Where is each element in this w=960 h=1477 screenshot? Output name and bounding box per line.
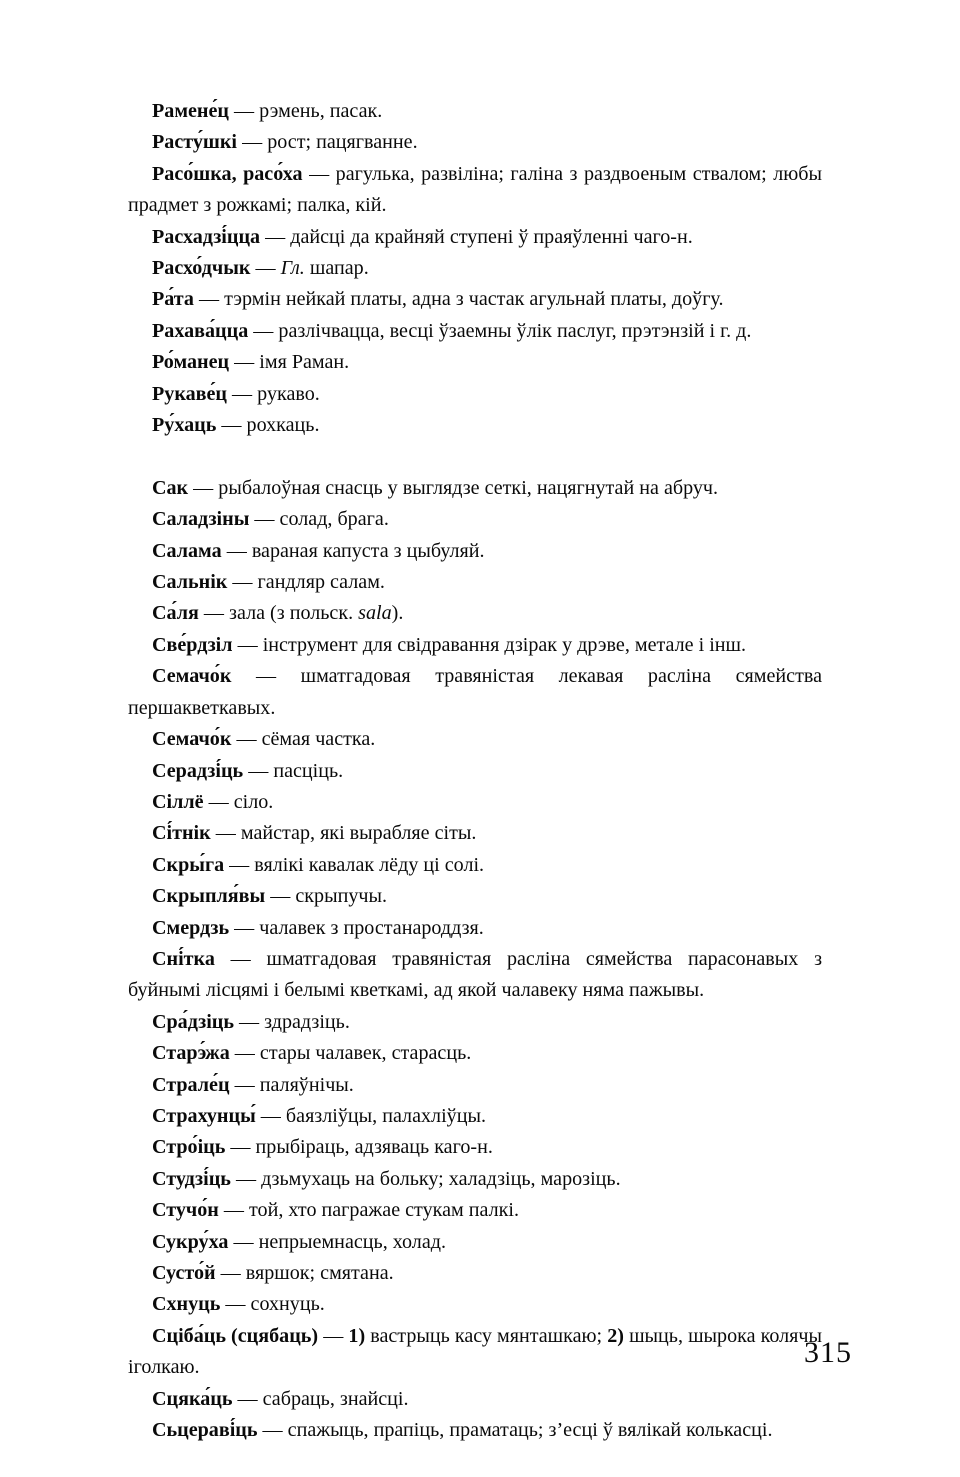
entry-definition-foreign-term: sala [358,602,392,625]
entry-headword: Сіллё [152,790,204,813]
entry-headword: Сукру́ха [152,1230,229,1253]
entry-dash: — [233,1230,254,1253]
entry-definition: шматгадовая травяністая расліна сямейства парасонавых з буйнымі лісцямі і белымі кветкамі, ад якой чалавеку няма пажывы. [128,947,823,1002]
entry-definition-suffix: ). [391,602,404,625]
entry-headword: Скры́га [152,853,225,876]
section-separator [128,441,822,472]
entry-headword: Сі́тнік [152,822,211,845]
entry-definition: тэрмін нейкай платы, адна з частак агульнай платы, доўгу. [224,288,724,311]
dictionary-entry [128,347,822,378]
dictionary-entry [128,724,822,755]
entry-headword: Сра́дзіць [152,1010,235,1033]
entry-headword: Сусто́й [152,1262,216,1285]
dictionary-entry [128,127,822,158]
entry-definition: гандляр салам. [257,571,385,594]
dictionary-entry [128,1195,822,1226]
entry-dash: — [236,728,257,751]
dictionary-entry [128,379,822,410]
entry-definition: рукаво. [257,382,320,405]
entry-headword: Сьцераві́ць [152,1419,258,1442]
entry-dash: — [223,1199,244,1222]
entry-definition: вараная капуста з цыбуляй. [251,539,485,562]
entry-dash: — [230,1136,251,1159]
entry-dash: — [270,885,291,908]
entry-headword: Студзі́ць [152,1167,231,1190]
entry-definition: пасціць. [273,759,344,782]
entry-definition: дзьмухаць на больку; халадзіць, марозіць. [261,1167,621,1190]
entry-headword: Са́ля [152,602,199,625]
entry-dash: — [193,476,214,499]
entry-headword: Рукаве́ц [152,382,227,405]
dictionary-entry [128,504,822,535]
entry-definition: разлічвацца, весці ўзаемны ўлік паслуг, прэтэнзій і г. д. [278,319,752,342]
entry-headword: Стро́іць [152,1136,226,1159]
entry-dash: — [234,1042,255,1065]
entry-headword: Ру́хаць [152,414,217,437]
entry-headword: Сні́тка [152,947,215,970]
entry-headword: Схнуць [152,1293,221,1316]
entry-dash: — [235,1167,257,1190]
entry-headword: Сак [152,476,189,499]
entry-definition-prefix: зала (з польск. [229,602,359,625]
entry-dash: — [199,288,220,311]
entry-dash: — [232,382,253,405]
entry-headword: Стучо́н [152,1199,219,1222]
dictionary-entry [128,222,822,253]
entry-headword: Страхунцы́ [152,1104,256,1127]
entry-headword: Расо́шка, расо́ха [152,162,303,185]
entry-headword: Салама [152,539,222,562]
entry-dash: — [323,1324,344,1347]
dictionary-entry [128,1070,822,1101]
entry-cross-reference-marker: Гл. [280,257,305,280]
entry-dash: — [265,225,286,248]
entry-sense-text-2: шыць, шырока колячы іголкаю. [128,1324,823,1379]
entry-headword: Расхадзі́цца [152,225,261,248]
entry-dash: — [262,1419,283,1442]
entry-dash: — [237,633,258,656]
dictionary-entry [128,598,822,629]
entry-headword: Ра́та [152,288,194,311]
entry-definition: інструмент для свідравання дзірак у дрэве, метале і інш. [262,633,747,656]
entry-dash: — [234,916,255,939]
entry-definition: вяршок; смятана. [245,1262,394,1285]
entry-headword: Рамене́ц [152,100,229,122]
entry-headword: Семачо́к [152,728,232,751]
dictionary-entry [128,661,822,724]
entry-definition: сіло. [233,790,274,813]
entry-definition: шматгадовая травяністая лекавая расліна сямейства першакветкавых. [128,665,822,719]
dictionary-entry [128,253,822,284]
entry-definition: шапар. [309,257,369,280]
entry-definition: стары чалавек, старасць. [259,1042,472,1065]
entry-definition: рэмень, пасак. [259,100,383,122]
entry-dash: — [232,571,253,594]
entry-definition: чалавек з простанароддзя. [259,916,484,939]
entry-sense-number-1: 1) [348,1324,366,1347]
entry-definition: непрыемнасць, холад. [258,1230,446,1253]
entry-sense-number-2: 2) [607,1324,624,1347]
dictionary-entry [128,1164,822,1195]
dictionary-entry [128,159,822,222]
dictionary-entry [128,316,822,347]
entry-headword: Расту́шкі [152,131,238,154]
entry-sense-text-1: вастрыць касу мянташкаю; [370,1324,603,1347]
entry-headword: Рахава́цца [152,319,249,342]
page-number: 315 [804,1336,852,1369]
entry-dash: — [221,414,242,437]
entry-definition: той, хто пагражае стукам палкі. [249,1199,519,1222]
dictionary-entry [128,1384,822,1415]
dictionary-entry [128,1258,822,1289]
dictionary-entry [128,1101,822,1132]
entry-dash: — [260,1104,281,1127]
entry-definition: рост; пацягванне. [267,131,418,154]
dictionary-entry [128,473,822,504]
entry-definition: імя Раман. [259,351,350,374]
entry-definition: майстар, які вырабляе сіты. [240,822,477,845]
dictionary-entry [128,630,822,661]
entry-dash: — [234,100,255,122]
entry-dash: — [215,822,236,845]
entry-headword: Старэ́жа [152,1042,230,1065]
entry-definition: дайсці да крайняй ступені ў праяўленні чаго-н. [290,225,693,248]
entry-headword: Сцяка́ць [152,1387,233,1410]
dictionary-page-body [128,96,823,1442]
entry-headword: Све́рдзіл [152,633,233,656]
entry-headword: Скрыпля́вы [152,885,266,908]
dictionary-entry [128,787,822,818]
dictionary-entry [128,567,822,598]
entry-headword: Семачо́к [152,665,232,688]
entry-definition: сёмая частка. [261,728,376,751]
dictionary-entry [128,913,822,944]
entry-dash: — [230,947,251,970]
entry-definition: спажыць, прапіць, праматаць; з’есці ў вялікай колькасці. [287,1419,773,1442]
dictionary-entry [128,944,822,1007]
entry-definition: рыбалоўная снасць у выглядзе сеткі, нацягнутай на абруч. [218,476,719,499]
dictionary-entry [128,96,822,127]
dictionary-entry [128,818,822,849]
dictionary-entry [128,410,822,441]
entry-dash: — [203,602,225,625]
dictionary-entry [128,1038,822,1069]
entry-dash: — [226,539,247,562]
dictionary-entry-list [128,96,822,1446]
entry-dash: — [234,351,255,374]
entry-dash: — [220,1262,241,1285]
entry-dash: — [208,790,229,813]
entry-definition: рохкаць. [246,414,320,437]
entry-definition: скрыпучы. [295,885,388,908]
entry-dash: — [248,759,269,782]
dictionary-entry [128,881,822,912]
entry-dash: — [229,853,250,876]
dictionary-entry [128,1289,822,1320]
entry-headword: Сціба́ць (сцябаць) [152,1324,319,1347]
entry-definition: прыбіраць, адзяваць каго-н. [255,1136,493,1159]
entry-definition: баязліўцы, палахліўцы. [285,1104,486,1127]
entry-dash: — [237,1387,258,1410]
dictionary-entry [128,1227,822,1258]
entry-dash: — [234,1073,255,1096]
dictionary-entry [128,284,822,315]
entry-headword: Страле́ц [152,1073,230,1096]
entry-dash: — [225,1293,246,1316]
entry-definition: рагулька, развіліна; галіна з раздвоеным ствалом; любы прадмет з рожкамі; палка, кій. [128,162,822,217]
entry-definition: здрадзіць. [264,1010,350,1033]
dictionary-entry [128,1132,822,1163]
dictionary-entry [128,756,822,787]
entry-definition: солад, брага. [279,508,389,531]
entry-dash: — [239,1010,260,1033]
entry-dash: — [255,257,276,280]
entry-definition: сабраць, знайсці. [262,1387,409,1410]
entry-definition: сохнуць. [250,1293,325,1316]
entry-headword: Саладзіны [152,508,250,531]
entry-dash: — [253,319,274,342]
entry-dash: — [242,131,263,154]
entry-definition: вялікі кавалак лёду ці солі. [254,853,485,876]
dictionary-entry [128,1415,822,1446]
entry-definition: паляўнічы. [259,1073,354,1096]
dictionary-entry [128,850,822,881]
entry-dash: — [255,665,277,688]
entry-headword: Сальнік [152,571,228,594]
entry-dash: — [254,508,275,531]
entry-headword: Серадзі́ць [152,759,244,782]
entry-dash: — [309,162,330,185]
entry-headword: Смердзь [152,916,230,939]
dictionary-entry [128,1007,822,1038]
entry-headword: Расхо́дчык [152,257,251,280]
dictionary-entry [128,536,822,567]
entry-headword: Ро́манец [152,351,230,374]
